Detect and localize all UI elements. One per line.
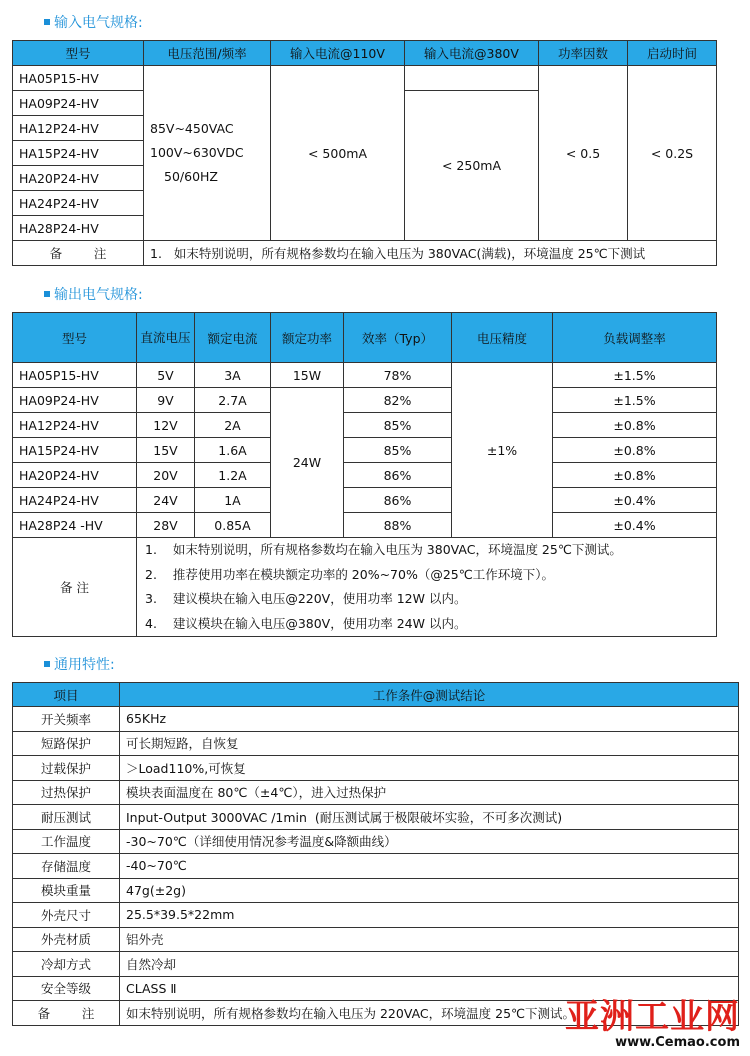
general-section-title [44,654,115,674]
power-cell: 24W [271,388,344,538]
load-reg-cell: ±0.8% [553,413,717,438]
value-cell: 模块表面温度在 80℃（±4℃），进入过热保护 [120,780,739,805]
note-line: 2. 推荐使用功率在模块额定功率的 20%~70%（@25℃工作环境下）。 [145,566,555,582]
table-row [13,388,717,413]
value-cell: 如末特别说明，所有规格参数均在输入电压为 220VAC，环境温度 25℃下测试。 [120,1001,739,1026]
value-cell: 可长期短路，自恢复 [120,731,739,756]
item-cell: 短路保护 [13,731,120,756]
header-dc-voltage: 直流电压 [137,313,195,363]
table-row [13,805,739,830]
load-reg-cell: ±1.5% [553,363,717,388]
header-voltage-range: 电压范围/频率 [144,41,271,66]
output-section-title [44,284,143,304]
table-row [13,854,739,879]
table-row [13,952,739,977]
table-row [13,488,717,513]
item-cell: 安全等级 [13,976,120,1001]
header-item: 项目 [13,683,120,707]
model-cell: HA20P24-HV [13,166,144,191]
item-cell: 工作温度 [13,829,120,854]
input-spec-table [12,40,717,266]
header-current-380: 输入电流@380V [405,41,539,66]
efficiency-cell: 82% [344,388,452,413]
model-cell: HA15P24-HV [13,438,137,463]
value-cell: Input-Output 3000VAC /1min (耐压测试属于极限破坏实验，不可多次测试) [120,805,739,830]
value-cell: 自然冷却 [120,952,739,977]
item-cell: 过载保护 [13,756,120,781]
header-model: 型号 [13,41,144,66]
output-title-text: 输出电气规格: [54,287,143,303]
table-row [13,780,739,805]
voltage-cell: 5V [137,363,195,388]
table-row [13,363,717,388]
header-condition: 工作条件@测试结论 [120,683,739,707]
efficiency-cell: 88% [344,513,452,538]
current-cell: 2A [195,413,271,438]
model-cell: HA12P24-HV [13,413,137,438]
item-cell: 过热保护 [13,780,120,805]
load-reg-cell: ±0.8% [553,438,717,463]
load-reg-cell: ±0.8% [553,463,717,488]
current-380-top-cell [405,66,539,91]
general-title-text: 通用特性: [54,657,115,673]
note-text: 1. 如末特别说明，所有规格参数均在输入电压为 380VAC(满载)，环境温度 25℃下测试 [144,241,717,266]
header-rated-power: 额定功率 [271,313,344,363]
startup-time-cell: < 0.2S [628,66,717,241]
header-voltage-accuracy: 电压精度 [452,313,553,363]
note-line: 3. 建议模块在输入电压@220V，使用功率 12W 以内。 [145,591,467,606]
value-cell: 铝外壳 [120,927,739,952]
table-row [13,413,717,438]
note-label: 备 注 [13,241,144,266]
input-section-title [44,12,143,32]
square-bullet-icon [44,19,50,25]
item-cell: 冷却方式 [13,952,120,977]
current-cell: 3A [195,363,271,388]
input-title-text: 输入电气规格: [54,15,143,31]
item-cell: 耐压测试 [13,805,120,830]
output-spec-table [12,312,717,637]
note-label: 备 注 [13,538,137,637]
load-reg-cell: ±0.4% [553,513,717,538]
efficiency-cell: 86% [344,488,452,513]
table-row [13,438,717,463]
current-cell: 0.85A [195,513,271,538]
power-factor-cell: < 0.5 [539,66,628,241]
item-cell: 外壳尺寸 [13,903,120,928]
model-cell: HA09P24-HV [13,91,144,116]
table-row [13,731,739,756]
current-cell: 2.7A [195,388,271,413]
voltage-cell: 12V [137,413,195,438]
model-cell: HA24P24-HV [13,191,144,216]
table-row [13,463,717,488]
model-cell: HA28P24 -HV [13,513,137,538]
table-row [13,513,717,538]
item-cell: 备 注 [13,1001,120,1026]
item-cell: 开关频率 [13,707,120,732]
header-power-factor: 功率因数 [539,41,628,66]
voltage-cell: 24V [137,488,195,513]
value-cell: -30~70℃（详细使用情况参考温度&降额曲线） [120,829,739,854]
table-row [13,829,739,854]
efficiency-cell: 85% [344,438,452,463]
frequency-line: 50/60HZ [164,169,218,184]
voltage-line: 85V~450VAC [150,121,234,136]
current-cell: 1A [195,488,271,513]
model-cell: HA12P24-HV [13,116,144,141]
item-cell: 模块重量 [13,878,120,903]
header-efficiency: 效率（Typ） [344,313,452,363]
efficiency-cell: 86% [344,463,452,488]
watermark [565,999,740,1050]
current-380-cell: < 250mA [405,91,539,241]
table-row [13,878,739,903]
current-cell: 1.2A [195,463,271,488]
table-row [13,903,739,928]
note-row [13,241,717,266]
item-cell: 外壳材质 [13,927,120,952]
model-cell: HA24P24-HV [13,488,137,513]
header-current-110: 输入电流@110V [271,41,405,66]
model-cell: HA28P24-HV [13,216,144,241]
efficiency-cell: 85% [344,413,452,438]
model-cell: HA09P24-HV [13,388,137,413]
model-cell: HA20P24-HV [13,463,137,488]
table-header-row [13,683,739,707]
voltage-cell: 28V [137,513,195,538]
table-row [13,707,739,732]
voltage-line: 100V~630VDC [150,145,244,160]
table-header-row [13,41,717,66]
voltage-cell: 15V [137,438,195,463]
square-bullet-icon [44,661,50,667]
value-cell: 65KHz [120,707,739,732]
value-cell: ＞Load110%,可恢复 [120,756,739,781]
watermark-brand: 亚洲工业网 [565,997,740,1037]
accuracy-cell: ±1% [452,363,553,538]
note-line: 4. 建议模块在输入电压@380V，使用功率 24W 以内。 [145,615,467,631]
load-reg-cell: ±0.4% [553,488,717,513]
voltage-cell: 9V [137,388,195,413]
note-cell [137,538,717,637]
value-cell: 25.5*39.5*22mm [120,903,739,928]
value-cell: 47g(±2g) [120,878,739,903]
note-row [13,538,717,637]
table-row [13,66,717,91]
header-rated-current: 额定电流 [195,313,271,363]
general-spec-table [12,682,739,1026]
power-cell: 15W [271,363,344,388]
load-reg-cell: ±1.5% [553,388,717,413]
voltage-range-cell [144,66,271,241]
model-cell: HA05P15-HV [13,66,144,91]
value-cell: -40~70℃ [120,854,739,879]
current-cell: 1.6A [195,438,271,463]
header-load-regulation: 负载调整率 [553,313,717,363]
header-startup-time: 启动时间 [628,41,717,66]
header-model: 型号 [13,313,137,363]
value-cell: CLASS Ⅱ [120,976,739,1001]
note-line: 1. 如末特别说明，所有规格参数均在输入电压为 380VAC，环境温度 25℃下测试。 [145,542,622,557]
model-cell: HA05P15-HV [13,363,137,388]
table-header-row [13,313,717,363]
voltage-cell: 20V [137,463,195,488]
table-row [13,927,739,952]
watermark-url: www.Cemao.com [615,1035,740,1050]
item-cell: 存储温度 [13,854,120,879]
model-cell: HA15P24-HV [13,141,144,166]
efficiency-cell: 78% [344,363,452,388]
table-row [13,756,739,781]
current-110-cell: < 500mA [271,66,405,241]
square-bullet-icon [44,291,50,297]
